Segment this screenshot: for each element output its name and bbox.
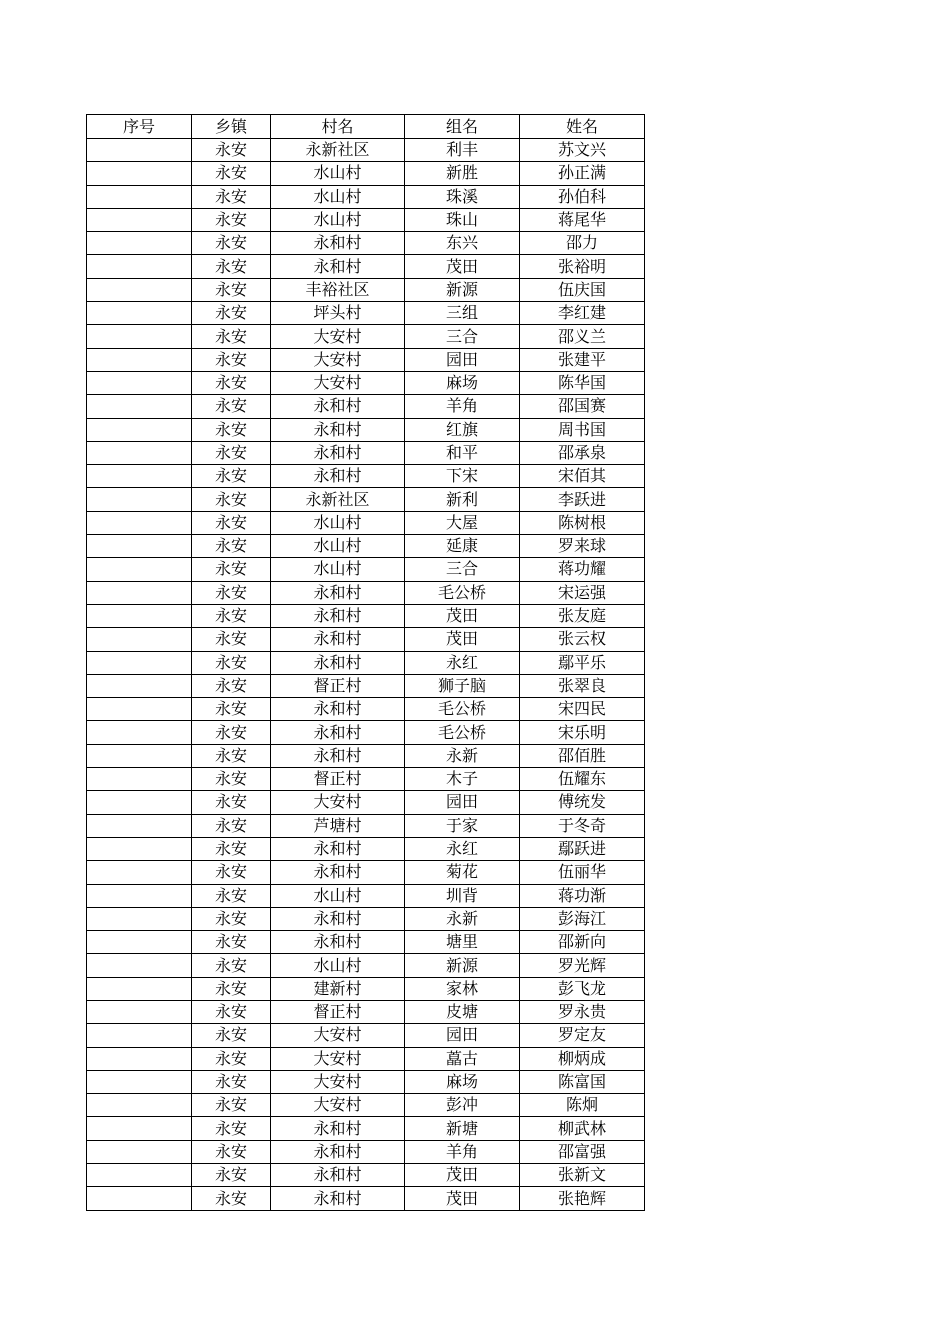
serial-number-cell — [87, 325, 192, 348]
header-cell-name: 姓名 — [520, 115, 645, 139]
table-row — [87, 628, 645, 651]
village-cell: 永和村 — [271, 1117, 405, 1140]
serial-number-cell — [87, 278, 192, 301]
serial-number-cell — [87, 1140, 192, 1163]
table-row — [87, 278, 645, 301]
serial-number-cell — [87, 884, 192, 907]
serial-number-cell — [87, 371, 192, 394]
group-cell: 永红 — [405, 837, 520, 860]
group-cell: 三合 — [405, 325, 520, 348]
village-cell: 督正村 — [271, 1000, 405, 1023]
village-cell: 坪头村 — [271, 302, 405, 325]
village-cell: 水山村 — [271, 884, 405, 907]
group-cell: 新胜 — [405, 162, 520, 185]
name-cell: 陈富国 — [520, 1070, 645, 1093]
table-row — [87, 511, 645, 534]
table-row — [87, 837, 645, 860]
group-cell: 茂田 — [405, 628, 520, 651]
group-cell: 利丰 — [405, 139, 520, 162]
township-cell: 永安 — [192, 418, 271, 441]
serial-number-cell — [87, 954, 192, 977]
township-cell: 永安 — [192, 1164, 271, 1187]
serial-number-cell — [87, 651, 192, 674]
village-cell: 水山村 — [271, 954, 405, 977]
group-cell: 新利 — [405, 488, 520, 511]
table-row — [87, 581, 645, 604]
name-cell: 宋佰其 — [520, 465, 645, 488]
name-cell: 邵国赛 — [520, 395, 645, 418]
township-cell: 永安 — [192, 1070, 271, 1093]
table-row — [87, 1094, 645, 1117]
village-cell: 芦塘村 — [271, 814, 405, 837]
header-row — [87, 115, 645, 139]
table-row — [87, 325, 645, 348]
table-row — [87, 535, 645, 558]
village-cell: 大安村 — [271, 371, 405, 394]
name-cell: 罗永贵 — [520, 1000, 645, 1023]
table-row — [87, 162, 645, 185]
serial-number-cell — [87, 208, 192, 231]
serial-number-cell — [87, 465, 192, 488]
group-cell: 彭冲 — [405, 1094, 520, 1117]
roster-table — [86, 114, 645, 1211]
name-cell: 宋运强 — [520, 581, 645, 604]
table-row — [87, 488, 645, 511]
name-cell: 孙伯科 — [520, 185, 645, 208]
village-cell: 大安村 — [271, 1094, 405, 1117]
village-cell: 永新社区 — [271, 488, 405, 511]
name-cell: 于冬奇 — [520, 814, 645, 837]
group-cell: 永新 — [405, 744, 520, 767]
name-cell: 陈华国 — [520, 371, 645, 394]
village-cell: 大安村 — [271, 1070, 405, 1093]
table-row — [87, 465, 645, 488]
serial-number-cell — [87, 162, 192, 185]
group-cell: 新源 — [405, 954, 520, 977]
group-cell: 三合 — [405, 558, 520, 581]
table-row — [87, 348, 645, 371]
village-cell: 永和村 — [271, 441, 405, 464]
village-cell: 永新社区 — [271, 139, 405, 162]
name-cell: 张建平 — [520, 348, 645, 371]
name-cell: 鄢跃进 — [520, 837, 645, 860]
name-cell: 张云权 — [520, 628, 645, 651]
serial-number-cell — [87, 837, 192, 860]
group-cell: 永红 — [405, 651, 520, 674]
township-cell: 永安 — [192, 1000, 271, 1023]
serial-number-cell — [87, 302, 192, 325]
village-cell: 大安村 — [271, 348, 405, 371]
township-cell: 永安 — [192, 511, 271, 534]
group-cell: 藠古 — [405, 1047, 520, 1070]
name-cell: 张友庭 — [520, 604, 645, 627]
group-cell: 于家 — [405, 814, 520, 837]
serial-number-cell — [87, 139, 192, 162]
village-cell: 大安村 — [271, 325, 405, 348]
village-cell: 督正村 — [271, 674, 405, 697]
village-cell: 永和村 — [271, 1164, 405, 1187]
table-row — [87, 1187, 645, 1210]
name-cell: 彭飞龙 — [520, 977, 645, 1000]
name-cell: 李跃进 — [520, 488, 645, 511]
serial-number-cell — [87, 395, 192, 418]
group-cell: 东兴 — [405, 232, 520, 255]
table-row — [87, 861, 645, 884]
township-cell: 永安 — [192, 604, 271, 627]
village-cell: 水山村 — [271, 162, 405, 185]
serial-number-cell — [87, 604, 192, 627]
name-cell: 宋乐明 — [520, 721, 645, 744]
name-cell: 张新文 — [520, 1164, 645, 1187]
group-cell: 茂田 — [405, 255, 520, 278]
township-cell: 永安 — [192, 465, 271, 488]
group-cell: 红旗 — [405, 418, 520, 441]
table-row — [87, 931, 645, 954]
header-cell-township: 乡镇 — [192, 115, 271, 139]
group-cell: 新源 — [405, 278, 520, 301]
village-cell: 永和村 — [271, 395, 405, 418]
name-cell: 邵富强 — [520, 1140, 645, 1163]
group-cell: 下宋 — [405, 465, 520, 488]
serial-number-cell — [87, 907, 192, 930]
village-cell: 永和村 — [271, 418, 405, 441]
name-cell: 周书国 — [520, 418, 645, 441]
serial-number-cell — [87, 1117, 192, 1140]
township-cell: 永安 — [192, 907, 271, 930]
group-cell: 茂田 — [405, 1187, 520, 1210]
township-cell: 永安 — [192, 651, 271, 674]
serial-number-cell — [87, 558, 192, 581]
table-row — [87, 1140, 645, 1163]
township-cell: 永安 — [192, 861, 271, 884]
township-cell: 永安 — [192, 698, 271, 721]
table-row — [87, 418, 645, 441]
group-cell: 羊角 — [405, 1140, 520, 1163]
township-cell: 永安 — [192, 674, 271, 697]
serial-number-cell — [87, 418, 192, 441]
table-row — [87, 1024, 645, 1047]
group-cell: 新塘 — [405, 1117, 520, 1140]
table-row — [87, 1047, 645, 1070]
village-cell: 永和村 — [271, 931, 405, 954]
name-cell: 伍丽华 — [520, 861, 645, 884]
village-cell: 水山村 — [271, 558, 405, 581]
serial-number-cell — [87, 1047, 192, 1070]
village-cell: 永和村 — [271, 255, 405, 278]
township-cell: 永安 — [192, 581, 271, 604]
village-cell: 永和村 — [271, 837, 405, 860]
township-cell: 永安 — [192, 628, 271, 651]
table-row — [87, 558, 645, 581]
table-row — [87, 232, 645, 255]
group-cell: 麻场 — [405, 371, 520, 394]
serial-number-cell — [87, 1024, 192, 1047]
name-cell: 孙正满 — [520, 162, 645, 185]
village-cell: 永和村 — [271, 721, 405, 744]
group-cell: 菊花 — [405, 861, 520, 884]
name-cell: 蒋尾华 — [520, 208, 645, 231]
serial-number-cell — [87, 488, 192, 511]
serial-number-cell — [87, 674, 192, 697]
table-row — [87, 1117, 645, 1140]
name-cell: 张艳辉 — [520, 1187, 645, 1210]
table-row — [87, 744, 645, 767]
group-cell: 茂田 — [405, 604, 520, 627]
township-cell: 永安 — [192, 1140, 271, 1163]
township-cell: 永安 — [192, 278, 271, 301]
group-cell: 塘里 — [405, 931, 520, 954]
header-cell-group: 组名 — [405, 115, 520, 139]
serial-number-cell — [87, 721, 192, 744]
table-row — [87, 371, 645, 394]
township-cell: 永安 — [192, 325, 271, 348]
township-cell: 永安 — [192, 371, 271, 394]
name-cell: 伍耀东 — [520, 768, 645, 791]
village-cell: 大安村 — [271, 791, 405, 814]
village-cell: 建新村 — [271, 977, 405, 1000]
name-cell: 陈树根 — [520, 511, 645, 534]
name-cell: 罗定友 — [520, 1024, 645, 1047]
village-cell: 水山村 — [271, 185, 405, 208]
township-cell: 永安 — [192, 162, 271, 185]
township-cell: 永安 — [192, 837, 271, 860]
name-cell: 张翠良 — [520, 674, 645, 697]
serial-number-cell — [87, 1187, 192, 1210]
table-row — [87, 977, 645, 1000]
group-cell: 皮塘 — [405, 1000, 520, 1023]
serial-number-cell — [87, 255, 192, 278]
village-cell: 督正村 — [271, 768, 405, 791]
table-row — [87, 1070, 645, 1093]
township-cell: 永安 — [192, 348, 271, 371]
group-cell: 家林 — [405, 977, 520, 1000]
serial-number-cell — [87, 744, 192, 767]
village-cell: 永和村 — [271, 698, 405, 721]
table-row — [87, 395, 645, 418]
table-row — [87, 302, 645, 325]
township-cell: 永安 — [192, 1094, 271, 1117]
serial-number-cell — [87, 535, 192, 558]
serial-number-cell — [87, 1070, 192, 1093]
name-cell: 蒋功渐 — [520, 884, 645, 907]
table-row — [87, 185, 645, 208]
township-cell: 永安 — [192, 814, 271, 837]
serial-number-cell — [87, 1094, 192, 1117]
township-cell: 永安 — [192, 558, 271, 581]
group-cell: 延康 — [405, 535, 520, 558]
township-cell: 永安 — [192, 1187, 271, 1210]
township-cell: 永安 — [192, 208, 271, 231]
table-body — [87, 139, 645, 1211]
table-row — [87, 721, 645, 744]
table-row — [87, 674, 645, 697]
name-cell: 罗来球 — [520, 535, 645, 558]
township-cell: 永安 — [192, 302, 271, 325]
group-cell: 珠山 — [405, 208, 520, 231]
name-cell: 罗光辉 — [520, 954, 645, 977]
township-cell: 永安 — [192, 884, 271, 907]
serial-number-cell — [87, 185, 192, 208]
name-cell: 蒋功耀 — [520, 558, 645, 581]
name-cell: 邵义兰 — [520, 325, 645, 348]
village-cell: 永和村 — [271, 744, 405, 767]
name-cell: 宋四民 — [520, 698, 645, 721]
serial-number-cell — [87, 791, 192, 814]
group-cell: 园田 — [405, 1024, 520, 1047]
village-cell: 永和村 — [271, 1187, 405, 1210]
township-cell: 永安 — [192, 185, 271, 208]
group-cell: 羊角 — [405, 395, 520, 418]
township-cell: 永安 — [192, 441, 271, 464]
serial-number-cell — [87, 861, 192, 884]
serial-number-cell — [87, 581, 192, 604]
table-row — [87, 441, 645, 464]
serial-number-cell — [87, 1164, 192, 1187]
township-cell: 永安 — [192, 768, 271, 791]
serial-number-cell — [87, 511, 192, 534]
table-row — [87, 1000, 645, 1023]
village-cell: 大安村 — [271, 1024, 405, 1047]
serial-number-cell — [87, 1000, 192, 1023]
group-cell: 毛公桥 — [405, 698, 520, 721]
name-cell: 邵新向 — [520, 931, 645, 954]
village-cell: 永和村 — [271, 604, 405, 627]
serial-number-cell — [87, 931, 192, 954]
name-cell: 柳武林 — [520, 1117, 645, 1140]
township-cell: 永安 — [192, 721, 271, 744]
serial-number-cell — [87, 441, 192, 464]
village-cell: 永和村 — [271, 628, 405, 651]
village-cell: 永和村 — [271, 861, 405, 884]
group-cell: 珠溪 — [405, 185, 520, 208]
table-row — [87, 698, 645, 721]
village-cell: 永和村 — [271, 232, 405, 255]
village-cell: 水山村 — [271, 511, 405, 534]
serial-number-cell — [87, 232, 192, 255]
table-row — [87, 604, 645, 627]
group-cell: 狮子脑 — [405, 674, 520, 697]
township-cell: 永安 — [192, 791, 271, 814]
name-cell: 邵佰胜 — [520, 744, 645, 767]
group-cell: 园田 — [405, 348, 520, 371]
group-cell: 园田 — [405, 791, 520, 814]
table-row — [87, 907, 645, 930]
village-cell: 永和村 — [271, 465, 405, 488]
township-cell: 永安 — [192, 395, 271, 418]
township-cell: 永安 — [192, 1047, 271, 1070]
table-row — [87, 884, 645, 907]
group-cell: 三组 — [405, 302, 520, 325]
name-cell: 伍庆国 — [520, 278, 645, 301]
township-cell: 永安 — [192, 139, 271, 162]
township-cell: 永安 — [192, 255, 271, 278]
village-cell: 水山村 — [271, 208, 405, 231]
table-row — [87, 954, 645, 977]
table-row — [87, 768, 645, 791]
serial-number-cell — [87, 628, 192, 651]
name-cell: 苏文兴 — [520, 139, 645, 162]
serial-number-cell — [87, 768, 192, 791]
township-cell: 永安 — [192, 1117, 271, 1140]
header-cell-serial-number: 序号 — [87, 115, 192, 139]
header-cell-village: 村名 — [271, 115, 405, 139]
village-cell: 水山村 — [271, 535, 405, 558]
table-row — [87, 814, 645, 837]
group-cell: 茂田 — [405, 1164, 520, 1187]
table-row — [87, 255, 645, 278]
serial-number-cell — [87, 698, 192, 721]
name-cell: 柳炳成 — [520, 1047, 645, 1070]
table-row — [87, 791, 645, 814]
table-row — [87, 1164, 645, 1187]
village-cell: 大安村 — [271, 1047, 405, 1070]
village-cell: 丰裕社区 — [271, 278, 405, 301]
township-cell: 永安 — [192, 744, 271, 767]
group-cell: 和平 — [405, 441, 520, 464]
serial-number-cell — [87, 977, 192, 1000]
township-cell: 永安 — [192, 977, 271, 1000]
name-cell: 傅统发 — [520, 791, 645, 814]
name-cell: 陈炯 — [520, 1094, 645, 1117]
table-header — [87, 115, 645, 139]
township-cell: 永安 — [192, 1024, 271, 1047]
village-cell: 永和村 — [271, 581, 405, 604]
township-cell: 永安 — [192, 954, 271, 977]
table-row — [87, 139, 645, 162]
table-row — [87, 651, 645, 674]
table-row — [87, 208, 645, 231]
village-cell: 永和村 — [271, 651, 405, 674]
name-cell: 李红建 — [520, 302, 645, 325]
group-cell: 大屋 — [405, 511, 520, 534]
name-cell: 张裕明 — [520, 255, 645, 278]
name-cell: 彭海江 — [520, 907, 645, 930]
serial-number-cell — [87, 814, 192, 837]
group-cell: 毛公桥 — [405, 581, 520, 604]
village-cell: 永和村 — [271, 1140, 405, 1163]
township-cell: 永安 — [192, 232, 271, 255]
group-cell: 木子 — [405, 768, 520, 791]
name-cell: 邵力 — [520, 232, 645, 255]
township-cell: 永安 — [192, 535, 271, 558]
name-cell: 邵承泉 — [520, 441, 645, 464]
village-cell: 永和村 — [271, 907, 405, 930]
township-cell: 永安 — [192, 488, 271, 511]
group-cell: 圳背 — [405, 884, 520, 907]
group-cell: 毛公桥 — [405, 721, 520, 744]
serial-number-cell — [87, 348, 192, 371]
township-cell: 永安 — [192, 931, 271, 954]
name-cell: 鄢平乐 — [520, 651, 645, 674]
group-cell: 麻场 — [405, 1070, 520, 1093]
group-cell: 永新 — [405, 907, 520, 930]
